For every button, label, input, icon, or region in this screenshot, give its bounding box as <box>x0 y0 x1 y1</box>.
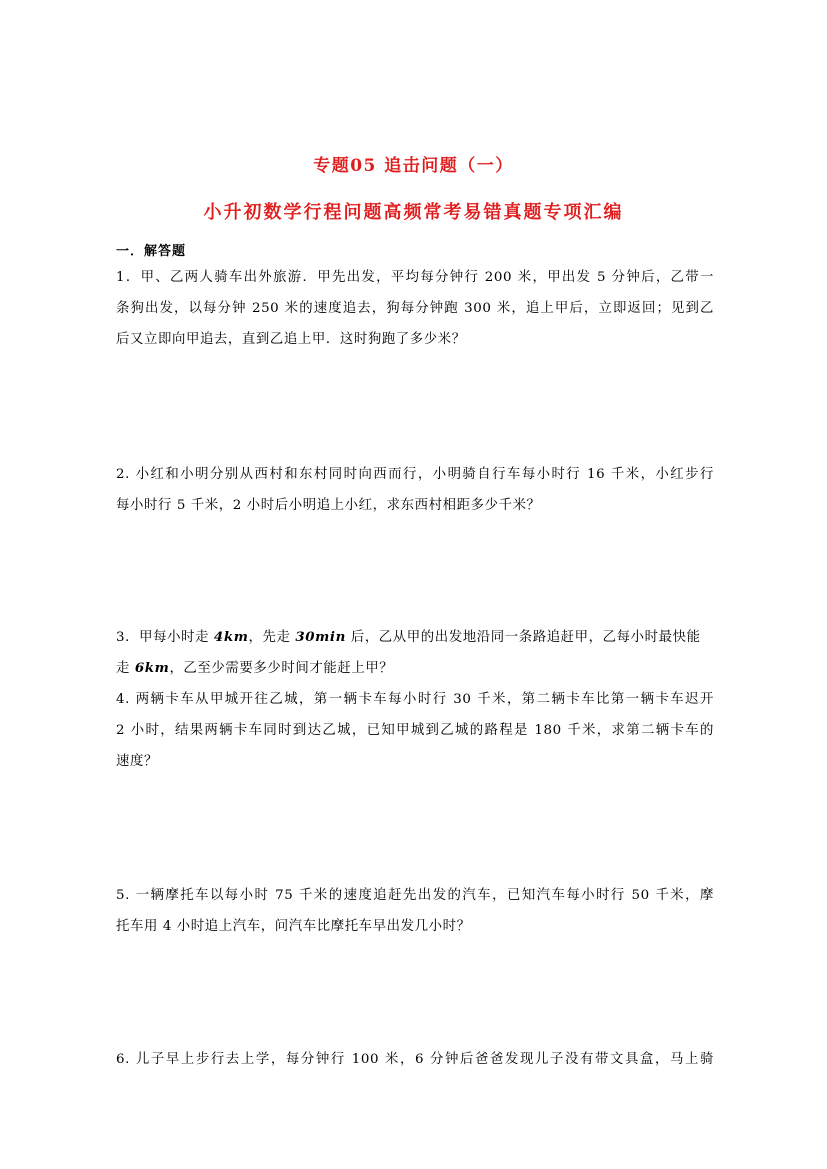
question-3-value-speed: 4km <box>213 629 249 645</box>
question-2 <box>116 459 714 521</box>
question-3-text-c: 后，乙从甲的出发地沿同一条路追赶甲，乙每小时最快能 <box>345 630 701 645</box>
question-4-line-2: 2 小时，结果两辆卡车同时到达乙城，已知甲城到乙城的路程是 180 千米，求第二辆卡车的 <box>116 723 714 738</box>
question-5 <box>116 880 714 942</box>
section-heading: 一．解答题 <box>116 244 187 259</box>
question-3-line-1 <box>116 622 714 653</box>
question-3-text-b: ，先走 <box>248 630 296 645</box>
page-title: 专题05 追击问题（一） <box>313 156 514 176</box>
page-subtitle: 小升初数学行程问题高频常考易错真题专项汇编 <box>203 202 624 223</box>
question-1-line-1: 1．甲、乙两人骑车出外旅游．甲先出发，平均每分钟行 200 米，甲出发 5 分钟后，乙带一 <box>116 270 714 285</box>
question-3-text-d: 走 <box>116 661 135 676</box>
question-4-line-3: 速度？ <box>116 754 158 769</box>
question-2-line-1: 2. 小红和小明分别从西村和东村同时向西而行，小明骑自行车每小时行 16 千米，小红步行 <box>116 467 714 482</box>
question-1-line-2: 条狗出发，以每分钟 250 米的速度追去，狗每分钟跑 300 米，追上甲后，立即返回；见到乙 <box>116 301 714 316</box>
question-1-line-3: 后又立即向甲追去，直到乙追上甲．这时狗跑了多少米？ <box>116 332 466 347</box>
question-5-line-1: 5. 一辆摩托车以每小时 75 千米的速度追赶先出发的汽车，已知汽车每小时行 50 千米，摩 <box>116 888 714 903</box>
question-1 <box>116 262 714 355</box>
question-3-value-speed-2: 6km <box>134 660 170 676</box>
question-2-line-2: 每小时行 5 千米，2 小时后小明追上小红，求东西村相距多少千米？ <box>116 498 541 513</box>
question-4 <box>116 684 714 777</box>
question-3-text-a: 3．甲每小时走 <box>116 630 214 645</box>
question-6 <box>116 1044 714 1075</box>
question-3-value-time: 30min <box>295 629 346 645</box>
question-5-line-2: 托车用 4 小时追上汽车，问汽车比摩托车早出发几小时？ <box>116 919 471 934</box>
question-3 <box>116 622 714 684</box>
question-3-text-e: ，乙至少需要多少时间才能赶上甲？ <box>169 661 394 676</box>
question-3-line-2 <box>116 653 714 684</box>
question-4-line-1: 4. 两辆卡车从甲城开往乙城，第一辆卡车每小时行 30 千米，第二辆卡车比第一辆卡车迟开 <box>116 692 714 707</box>
question-6-line-1: 6. 儿子早上步行去上学，每分钟行 100 米，6 分钟后爸爸发现儿子没有带文具盒，马上骑 <box>116 1052 714 1067</box>
